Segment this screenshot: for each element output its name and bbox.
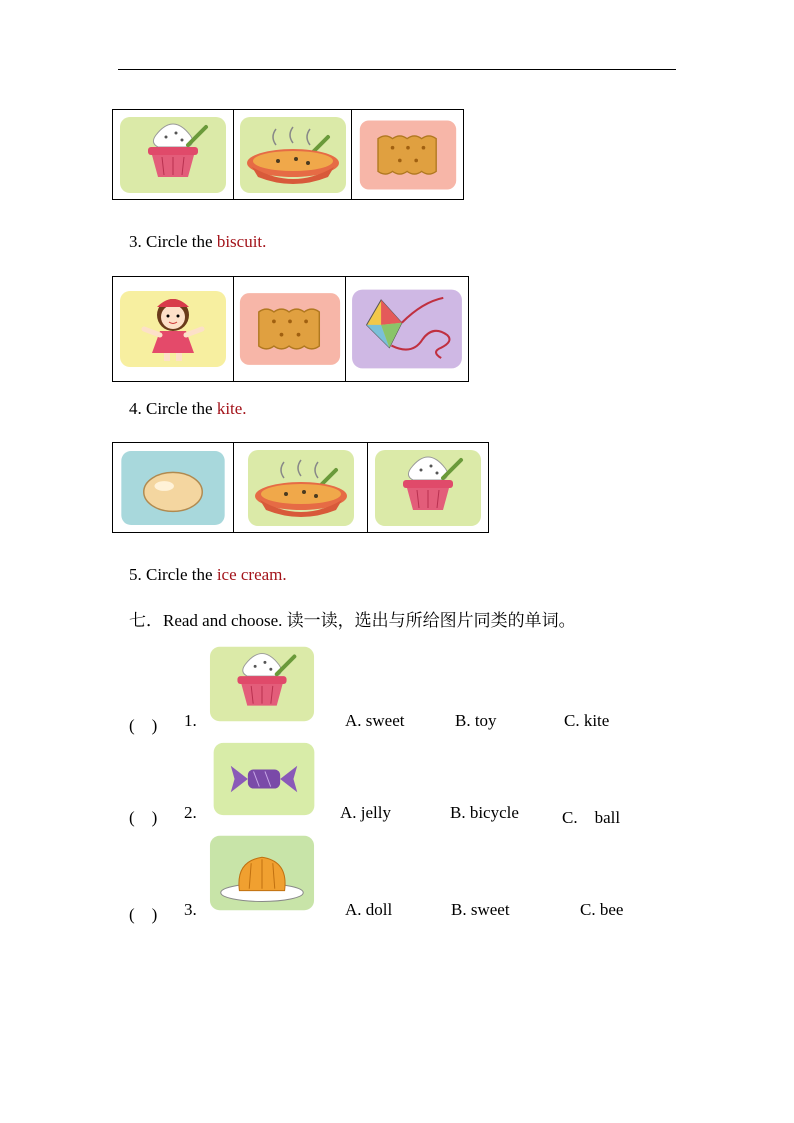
picture-row-3: [112, 276, 469, 382]
item-3-option-b[interactable]: B. sweet: [451, 900, 510, 919]
soup-option[interactable]: [234, 443, 368, 532]
item-1-number: 1.: [184, 711, 197, 730]
soup-icon: [239, 448, 363, 528]
picture-row-4: [112, 442, 489, 533]
ice-cream-option[interactable]: [368, 443, 488, 532]
doll-option[interactable]: [113, 277, 234, 381]
kite-icon: [350, 287, 464, 371]
ice-cream-icon: [208, 644, 316, 724]
sweet-icon: [208, 741, 320, 817]
item-3-number: 3.: [184, 900, 197, 919]
jelly-icon: [208, 833, 316, 913]
item-1-option-b[interactable]: B. toy: [455, 711, 497, 730]
section-7-title: 七．Read and choose. 读一读，选出与所给图片同类的单词。: [129, 611, 576, 630]
biscuit-icon: [238, 290, 342, 368]
item-2-option-a[interactable]: A. jelly: [340, 803, 391, 822]
egg-icon: [118, 449, 228, 527]
item-3-answer-paren[interactable]: ( ): [129, 905, 158, 924]
item-1-option-c[interactable]: C. kite: [564, 711, 610, 730]
ice-cream-icon: [118, 115, 228, 195]
item-1-answer-paren[interactable]: ( ): [129, 716, 158, 735]
item-3-option-c[interactable]: C. bee: [580, 900, 624, 919]
item-2-option-b[interactable]: B. bicycle: [450, 803, 519, 822]
soup-icon: [238, 115, 348, 195]
header-rule: [118, 69, 676, 70]
question-4-text: 4. Circle the: [129, 399, 217, 418]
biscuit-icon: [358, 117, 458, 193]
question-4: [129, 399, 247, 419]
question-3-text: 3. Circle the: [129, 232, 217, 251]
question-3: [129, 232, 266, 252]
item-2-number: 2.: [184, 803, 197, 822]
doll-icon: [118, 288, 228, 370]
question-5: [129, 565, 287, 585]
item-2-answer-paren[interactable]: ( ): [129, 808, 158, 827]
biscuit-option[interactable]: [352, 110, 463, 199]
item-2-picture: [208, 741, 320, 817]
ice-cream-icon: [373, 448, 483, 528]
egg-option[interactable]: [113, 443, 234, 532]
question-5-target: ice cream.: [216, 565, 287, 584]
ice-cream-option[interactable]: [113, 110, 234, 199]
question-3-target: biscuit.: [216, 232, 267, 251]
question-4-target: kite.: [216, 399, 247, 418]
question-5-text: 5. Circle the: [129, 565, 217, 584]
item-1-option-a[interactable]: A. sweet: [345, 711, 405, 730]
picture-row-2: [112, 109, 464, 200]
item-3-picture: [208, 833, 316, 913]
soup-option[interactable]: [234, 110, 352, 199]
item-3-option-a[interactable]: A. doll: [345, 900, 393, 919]
biscuit-option[interactable]: [234, 277, 346, 381]
item-2-option-c[interactable]: C. ball: [562, 808, 621, 827]
kite-option[interactable]: [346, 277, 468, 381]
item-1-picture: [208, 644, 316, 724]
